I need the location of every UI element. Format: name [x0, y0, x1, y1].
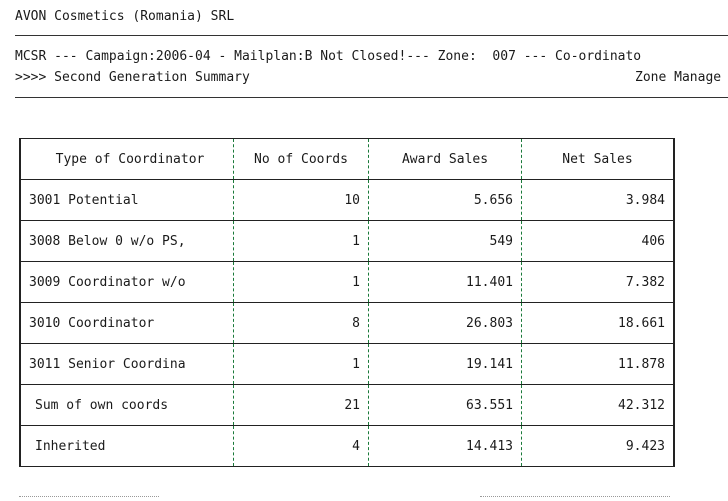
table-row [20, 221, 674, 262]
header-divider-top [15, 35, 728, 36]
totals-label-cell: Sum of own coords [20, 385, 234, 426]
totals-row-inherited [20, 426, 674, 467]
coordinator-type-cell: 3009 Coordinator w/o [20, 262, 234, 303]
coordinator-summary-table [19, 138, 675, 467]
company-name: AVON Cosmetics (Romania) SRL [15, 9, 235, 24]
net-sales-cell: 3.984 [522, 180, 675, 221]
coords-count-cell: 8 [234, 303, 369, 344]
coords-count-cell: 4 [234, 426, 369, 467]
award-sales-cell: 5.656 [369, 180, 522, 221]
header-divider-bottom [15, 97, 728, 98]
table-row [20, 303, 674, 344]
net-sales-cell: 11.878 [522, 344, 675, 385]
coordinator-type-cell: 3001 Potential [20, 180, 234, 221]
net-sales-cell: 9.423 [522, 426, 675, 467]
net-sales-cell: 42.312 [522, 385, 675, 426]
table-row [20, 344, 674, 385]
award-sales-cell: 549 [369, 221, 522, 262]
report-parameters: MCSR --- Campaign:2006-04 - Mailplan:B Not Closed!--- Zone: 007 --- Co-ordinato [15, 49, 642, 64]
column-header-award-sales: Award Sales [369, 139, 522, 180]
net-sales-cell: 7.382 [522, 262, 675, 303]
net-sales-cell: 406 [522, 221, 675, 262]
coordinator-type-cell: 3010 Coordinator [20, 303, 234, 344]
cut-off-rule-right [480, 496, 670, 497]
report-title: >>>> Second Generation Summary [15, 70, 250, 85]
coords-count-cell: 21 [234, 385, 369, 426]
coordinator-type-cell: 3008 Below 0 w/o PS, [20, 221, 234, 262]
table-header-row [20, 139, 674, 180]
coords-count-cell: 10 [234, 180, 369, 221]
net-sales-cell: 18.661 [522, 303, 675, 344]
zone-manager-label: Zone Manage [635, 70, 722, 85]
award-sales-cell: 63.551 [369, 385, 522, 426]
award-sales-cell: 14.413 [369, 426, 522, 467]
coordinator-type-cell: 3011 Senior Coordina [20, 344, 234, 385]
coords-count-cell: 1 [234, 344, 369, 385]
coords-count-cell: 1 [234, 221, 369, 262]
table-row [20, 262, 674, 303]
cut-off-rule-left [19, 496, 159, 497]
coords-count-cell: 1 [234, 262, 369, 303]
totals-label-cell: Inherited [20, 426, 234, 467]
column-header-coords: No of Coords [234, 139, 369, 180]
column-header-net-sales: Net Sales [522, 139, 675, 180]
award-sales-cell: 26.803 [369, 303, 522, 344]
award-sales-cell: 19.141 [369, 344, 522, 385]
award-sales-cell: 11.401 [369, 262, 522, 303]
column-header-type: Type of Coordinator [20, 139, 234, 180]
table-row [20, 180, 674, 221]
totals-row-own-coords [20, 385, 674, 426]
